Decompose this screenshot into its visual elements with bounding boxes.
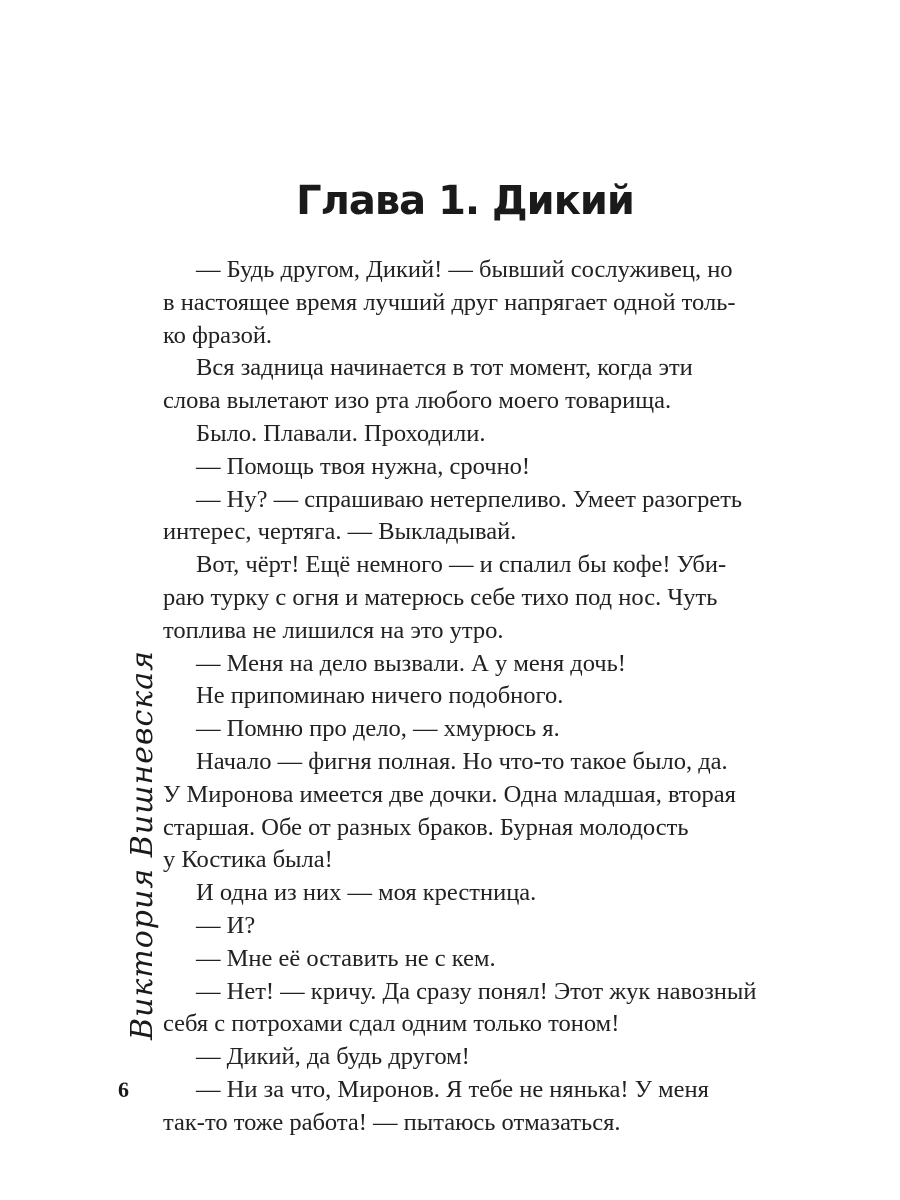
paragraph: — Ну? — спрашиваю нетерпеливо. Умеет разогреть интерес, чертяга. — Выкладывай. [163, 485, 743, 546]
paragraph: Вот, чёрт! Ещё немного — и спалил бы кофе! Уби- раю турку с огня и матерюсь себе тихо под нос. Чуть топлива не лишился на это утро. [163, 551, 727, 644]
paragraph: Не припоминаю ничего подобного. [196, 682, 564, 710]
paragraph: И одна из них — моя крестница. [196, 879, 537, 907]
paragraph: — Мне её оставить не с кем. [196, 944, 496, 972]
paragraph: Начало — фигня полная. Но что-то такое было, да. У Миронова имеется две дочки. Одна младшая, вторая старшая. Обе от разных браков. Бурная молодость у Костика была! [163, 747, 736, 874]
paragraph: Вся задница начинается в тот момент, когда эти слова вылетают изо рта любого моего товарища. [163, 354, 693, 415]
page-number: 6 [118, 1077, 129, 1102]
paragraph: — И? [196, 911, 256, 939]
paragraph: — Дикий, да будь другом! [196, 1043, 470, 1071]
paragraph: — Нет! — кричу. Да сразу понял! Этот жук навозный себя с потрохами сдал одним только тоном! [163, 977, 757, 1038]
chapter-title: Глава 1. Дикий [296, 178, 634, 224]
paragraph: — Будь другом, Дикий! — бывший сослуживец, но в настоящее время лучший друг напрягает одной толь- ко фразой. [163, 256, 736, 349]
paragraph: — Меня на дело вызвали. А у меня дочь! [196, 649, 626, 677]
paragraph: — Ни за что, Миронов. Я тебе не нянька! У меня так-то тоже работа! — пытаюсь отмазаться. [163, 1075, 709, 1136]
paragraph: — Помощь твоя нужна, срочно! [196, 452, 531, 480]
paragraph: Было. Плавали. Проходили. [196, 419, 486, 447]
paragraph: — Помню про дело, — хмурюсь я. [196, 715, 560, 743]
author-name-vertical: Виктория Вишневская [125, 650, 160, 1040]
body-text [163, 254, 773, 1140]
